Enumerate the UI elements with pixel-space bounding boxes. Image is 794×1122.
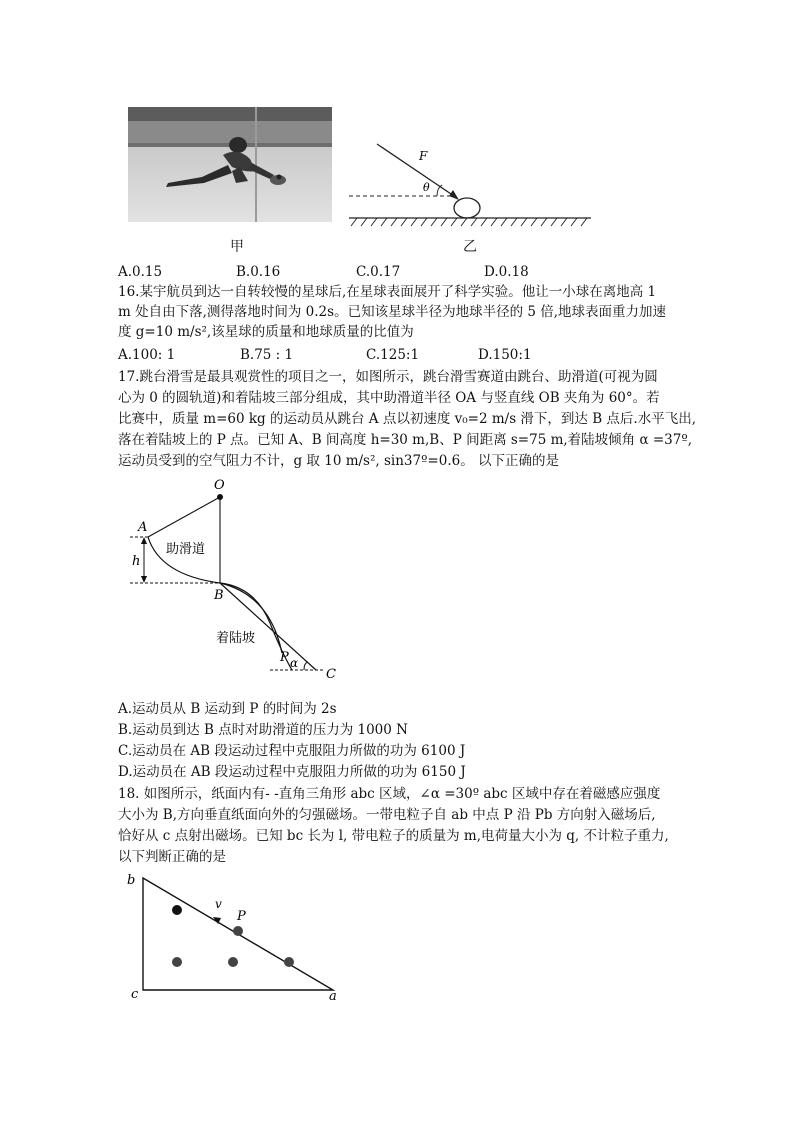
q16-stem-line: 16.某宇航员到达一自转较慢的星球后,在星球表面展开了科学实验。他让一小球在离地高 1 [118, 284, 657, 300]
q17-option-d: D.运动员在 AB 段运动过程中克服阻力所做的功为 6150 J [118, 764, 466, 780]
point-p-dot [233, 926, 243, 936]
q16-stem-line: m 处自由下落,测得落地时间为 0.2s。已知该星球半径为地球半径的 5 倍,地球表面重力加速 [118, 304, 667, 320]
q15-option-b: B.0.16 [236, 264, 281, 280]
label-p: P [280, 650, 289, 665]
h-arrowhead-bottom [141, 576, 147, 583]
field-dot [284, 957, 294, 967]
q16-stem-line: 度 g=10 m/s²,该星球的质量和地球质量的比值为 [118, 324, 414, 340]
q16-option-c: C.125:1 [366, 347, 420, 363]
q17-stem-line: 心为 0 的圆轨道)和着陆坡三部分组成，其中助滑道半径 OA 与竖直线 OB 夹角为 60°。若 [118, 390, 660, 406]
label-p: P [237, 909, 246, 924]
curling-stone [454, 198, 480, 218]
alpha-arc [304, 662, 308, 670]
label-alpha: α [290, 656, 299, 670]
force-arrowhead [449, 190, 459, 200]
label-slide: 助滑道 [166, 542, 206, 557]
label-a: A [138, 520, 148, 535]
q15-option-a: A.0.15 [118, 264, 163, 280]
h-arrowhead-top [141, 537, 147, 544]
field-dot [172, 905, 182, 915]
label-c: c [131, 987, 139, 1002]
slope-line [220, 583, 316, 670]
force-arrow-line [377, 144, 457, 198]
radius-oa [148, 497, 220, 537]
magnetic-field-diagram [125, 868, 345, 1003]
q17-stem-line: 落在着陆坡上的 P 点。已知 A、B 间高度 h=30 m,B、P 间距离 s=75 m,着陆坡倾角 α =37º, [118, 432, 692, 448]
ground-hatching [351, 218, 587, 226]
q16-option-d: D.150:1 [478, 347, 532, 363]
q17-option-a: A.运动员从 B 运动到 P 的时间为 2s [118, 701, 337, 717]
force-label: F [419, 149, 428, 163]
q15-option-d: D.0.18 [484, 264, 529, 280]
label-o: O [214, 478, 225, 493]
curling-photo [128, 107, 332, 222]
label-c: C [326, 667, 336, 682]
label-slope: 着陆坡 [216, 631, 256, 646]
force-caption: 乙 [463, 239, 477, 255]
label-b: B [214, 588, 224, 603]
photo-caption: 甲 [230, 239, 244, 255]
label-b: b [127, 873, 136, 888]
force-diagram [345, 138, 595, 230]
label-v: v [215, 897, 222, 911]
ski-jump-diagram [120, 475, 360, 690]
label-a: a [329, 989, 337, 1003]
q18-stem-line: 大小为 B,方向垂直纸面向外的匀强磁场。一带电粒子自 ab 中点 P 沿 Pb 方向射入磁场后, [118, 807, 656, 823]
q18-stem-line: 恰好从 c 点射出磁场。已知 bc 长为 l, 带电粒子的质量为 m,电荷量大小为 q, 不计粒子重力, [118, 828, 669, 844]
label-h: h [132, 554, 141, 569]
q17-option-b: B.运动员到达 B 点时对助滑道的压力为 1000 N [118, 722, 408, 738]
q16-option-a: A.100: 1 [118, 347, 176, 363]
q18-stem-line: 以下判断正确的是 [118, 849, 226, 865]
q17-stem-line: 17.跳台滑雪是最具观赏性的项目之一，如图所示，跳台滑雪赛道由跳台、助滑道(可视为圆 [118, 369, 658, 385]
q15-option-c: C.0.17 [356, 264, 401, 280]
q17-option-c: C.运动员在 AB 段运动过程中克服阻力所做的功为 6100 J [118, 743, 466, 759]
q17-stem-line: 运动员受到的空气阻力不计，g 取 10 m/s², sin37º=0.6。 以下正确的是 [118, 453, 560, 469]
q18-stem-line: 18. 如图所示，纸面内有- -直角三角形 abc 区域，∠α =30º abc 区域中存在着磁感应强度 [118, 786, 661, 802]
field-dot [172, 957, 182, 967]
q17-stem-line: 比赛中，质量 m=60 kg 的运动员从跳台 A 点以初速度 v₀=2 m/s 滑下，到达 B 点后.水平飞出, [118, 411, 696, 427]
field-dot [228, 957, 238, 967]
theta-label: θ [423, 181, 430, 194]
q16-option-b: B.75 : 1 [240, 347, 294, 363]
